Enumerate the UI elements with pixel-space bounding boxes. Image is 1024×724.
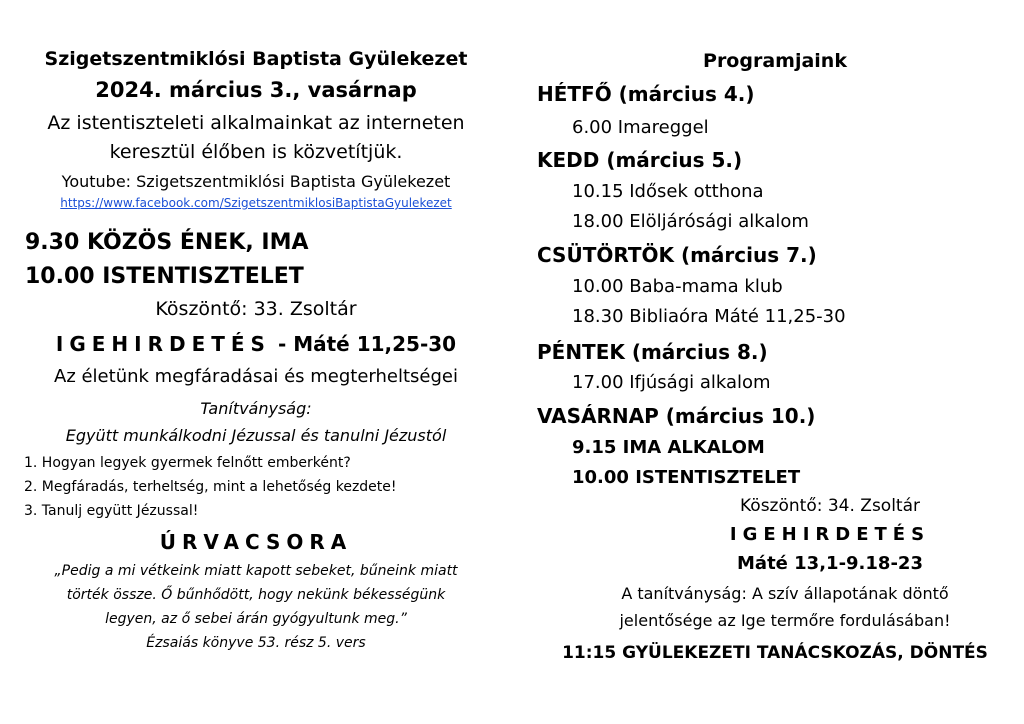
sunday-topic-line-2: jelentősége az Ige termőre fordulásában! xyxy=(619,611,951,630)
series-title: Együtt munkálkodni Jézussal és tanulni Jézustól xyxy=(65,426,447,445)
church-name: Szigetszentmiklósi Baptista Gyülekezet xyxy=(44,48,468,70)
sermon-reference: - Máté 11,25-30 xyxy=(277,332,457,356)
monday-item: 6.00 Imareggel xyxy=(572,117,709,138)
sermon-title: Az életünk megfáradásai és megterheltségei xyxy=(54,366,458,387)
council-meeting: 11:15 GYÜLEKEZETI TANÁCSKOZÁS, DÖNTÉS xyxy=(562,643,988,663)
thursday-item-1: 10.00 Baba-mama klub xyxy=(572,276,783,297)
facebook-link[interactable]: https://www.facebook.com/SzigetszentmiklosiBaptistaGyulekezet xyxy=(60,196,452,210)
stream-note-line2: keresztül élőben is közvetítjük. xyxy=(109,141,403,163)
point-1: 1. Hogyan legyek gyermek felnőtt emberként? xyxy=(24,455,351,471)
program-title: Programjaink xyxy=(703,50,847,72)
stream-note-line1: Az istentiszteleti alkalmainkat az interneten xyxy=(47,112,465,134)
sunday-prayer: 9.15 IMA ALKALOM xyxy=(572,437,765,458)
sermon-heading xyxy=(20,332,492,356)
service-date: 2024. március 3., vasárnap xyxy=(95,78,417,102)
thursday-heading: CSÜTÖRTÖK (március 7.) xyxy=(537,243,817,267)
thursday-item-2: 18.30 Bibliaóra Máté 11,25-30 xyxy=(572,306,846,327)
verse-line-2: törték össze. Ő bűnhődött, hogy nekünk békességünk xyxy=(66,587,446,603)
service-time: 10.00 ISTENTISZTELET xyxy=(25,264,304,289)
series-label: Tanítványság: xyxy=(200,399,312,418)
point-3: 3. Tanulj együtt Jézussal! xyxy=(24,503,199,519)
tuesday-item-1: 10.15 Idősek otthona xyxy=(572,181,764,202)
friday-item: 17.00 Ifjúsági alkalom xyxy=(572,372,771,393)
prayer-time: 9.30 KÖZÖS ÉNEK, IMA xyxy=(25,230,309,255)
sunday-service: 10.00 ISTENTISZTELET xyxy=(572,467,801,488)
friday-heading: PÉNTEK (március 8.) xyxy=(537,340,768,364)
greeting-psalm: Köszöntő: 33. Zsoltár xyxy=(155,298,357,320)
sunday-heading: VASÁRNAP (március 10.) xyxy=(537,404,816,428)
communion-heading: ÚRVACSORA xyxy=(159,530,353,554)
point-2: 2. Megfáradás, terheltség, mint a lehetőség kezdete! xyxy=(24,479,397,495)
sermon-label: IGEHIRDETÉS xyxy=(55,332,271,356)
sunday-greeting: Köszöntő: 34. Zsoltár xyxy=(740,496,920,516)
youtube-channel: Youtube: Szigetszentmiklósi Baptista Gyülekezet xyxy=(61,172,451,191)
sunday-sermon-reference: Máté 13,1-9.18-23 xyxy=(737,553,923,574)
sunday-topic-line-1: A tanítványság: A szív állapotának döntő xyxy=(621,584,949,603)
monday-heading: HÉTFŐ (március 4.) xyxy=(537,82,755,106)
verse-line-3: legyen, az ő sebei árán gyógyultunk meg.” xyxy=(105,611,407,627)
tuesday-heading: KEDD (március 5.) xyxy=(537,148,743,172)
sunday-sermon-label: IGEHIRDETÉS xyxy=(729,524,931,545)
verse-reference: Ézsaiás könyve 53. rész 5. vers xyxy=(146,635,366,651)
facebook-link-row xyxy=(20,196,492,210)
tuesday-item-2: 18.00 Elöljárósági alkalom xyxy=(572,211,809,232)
verse-line-1: „Pedig a mi vétkeink miatt kapott sebeket, bűneink miatt xyxy=(54,563,458,579)
